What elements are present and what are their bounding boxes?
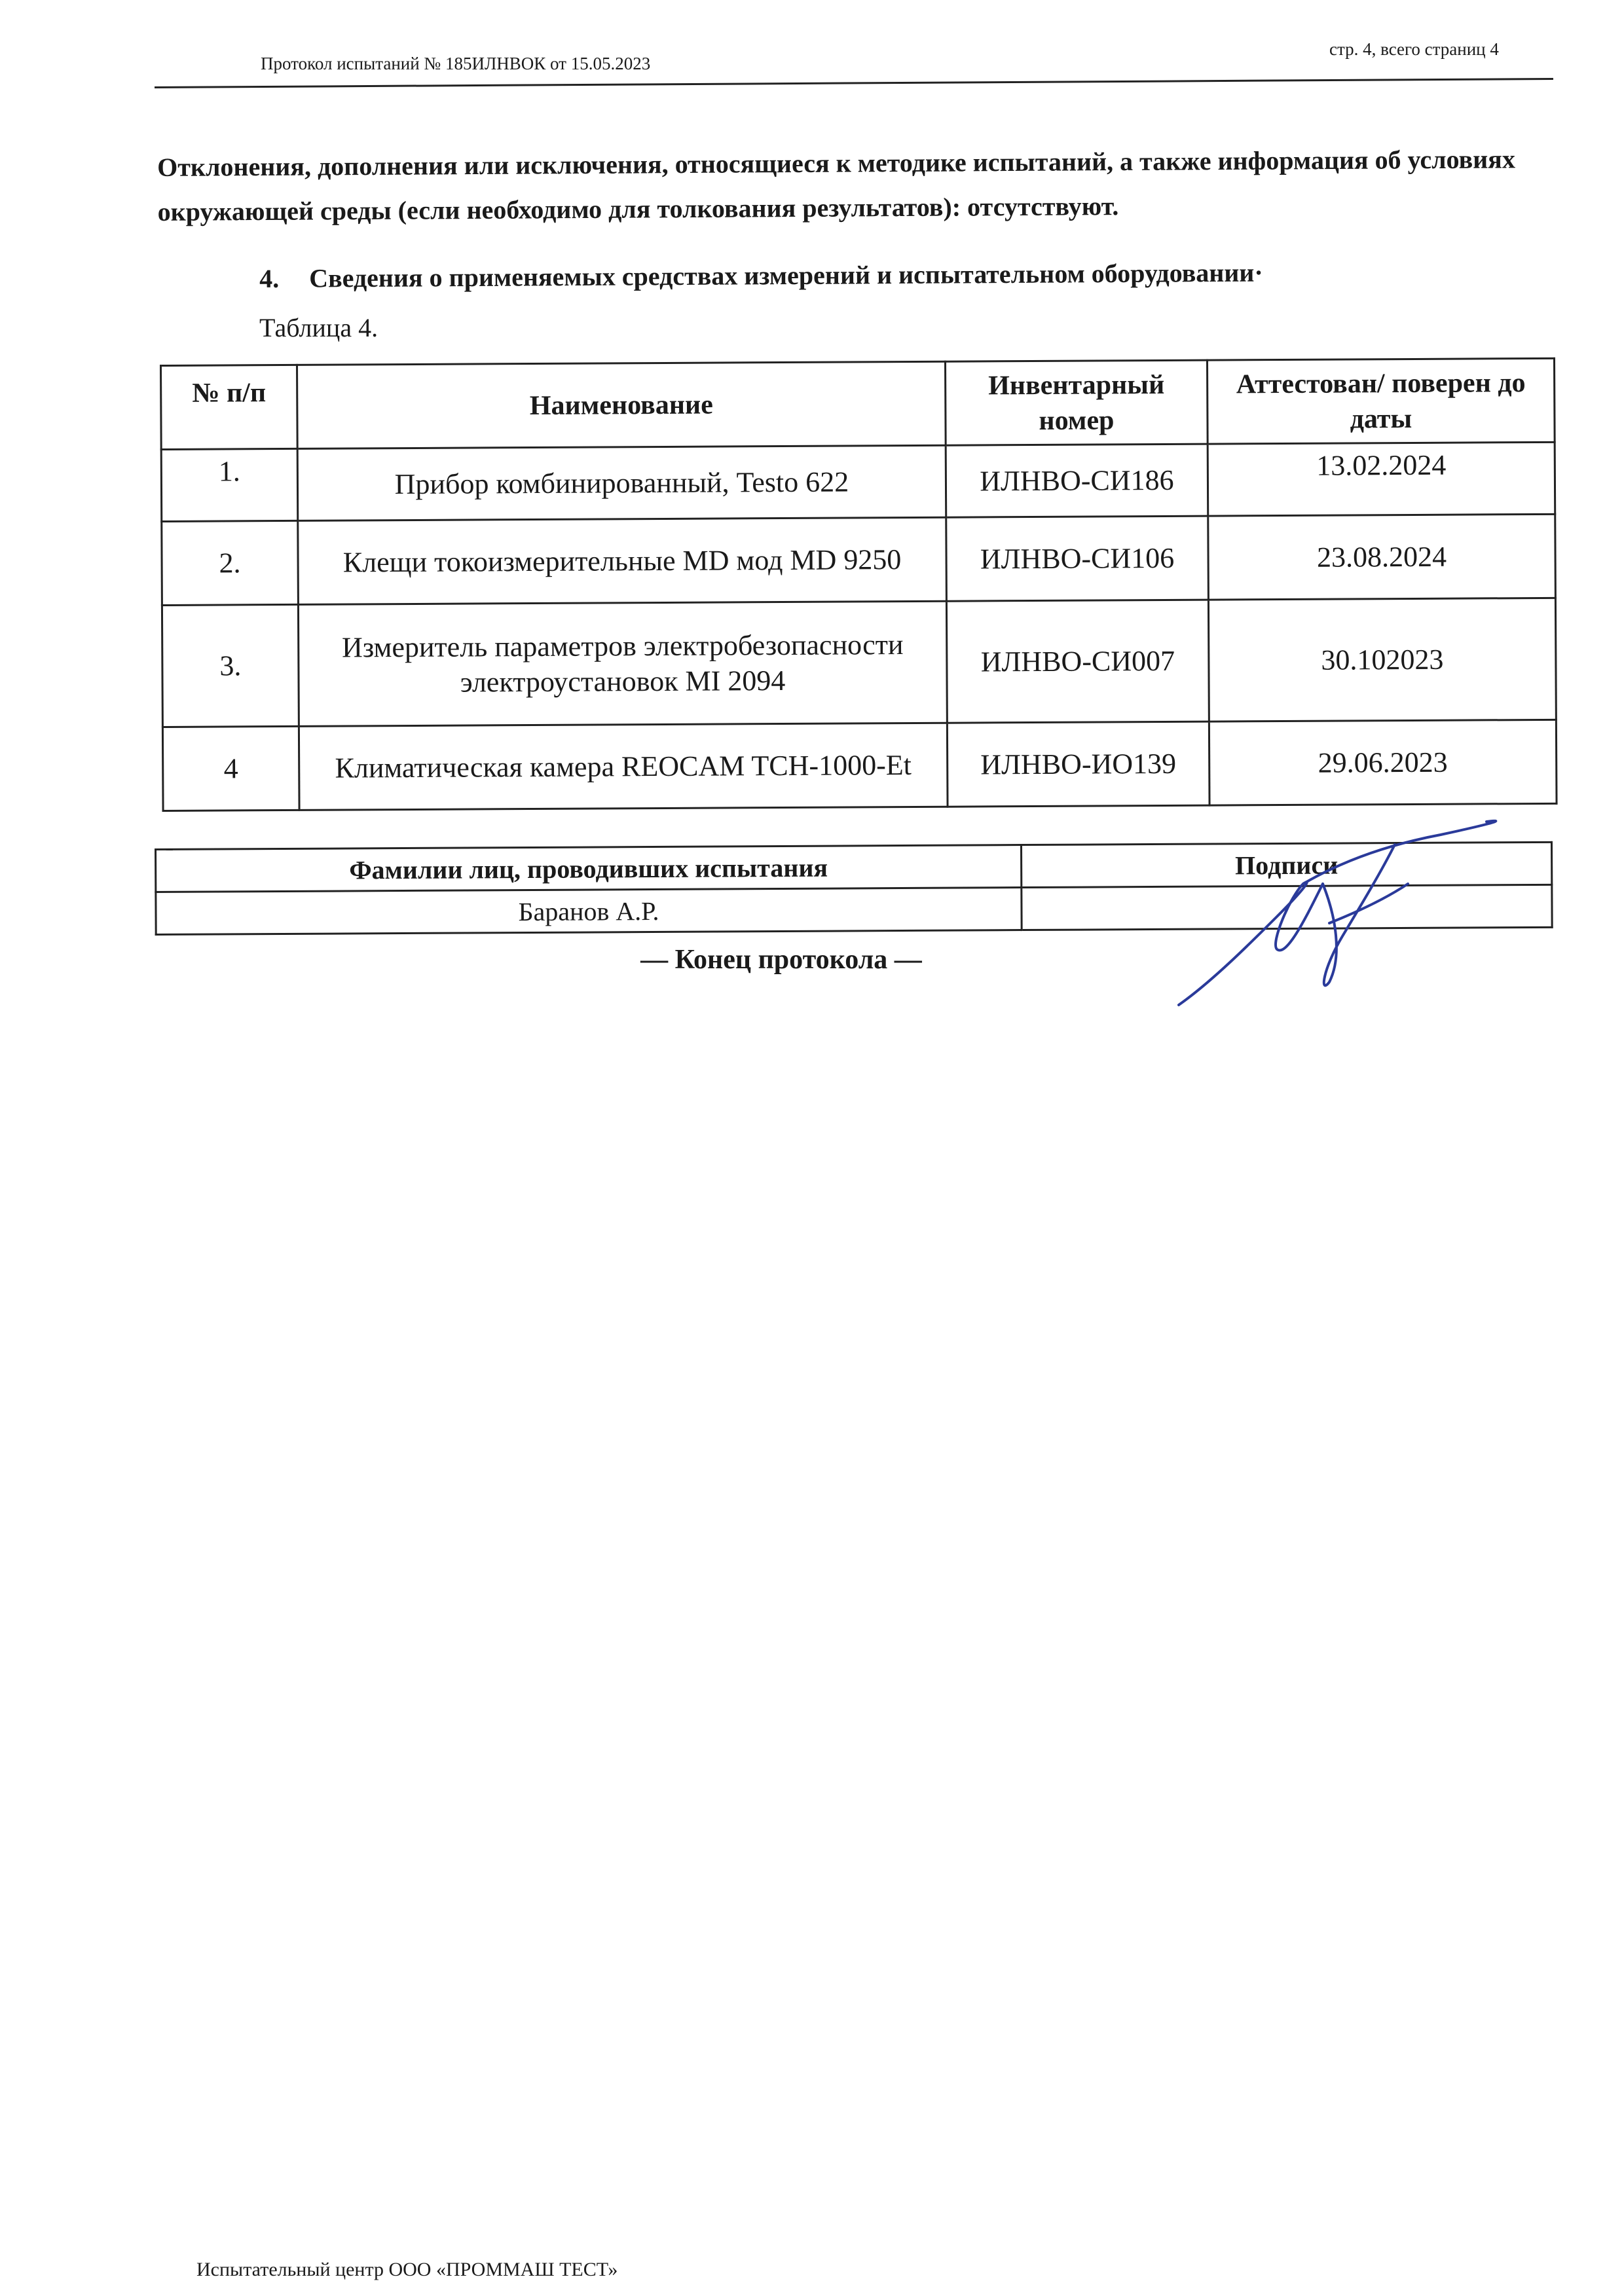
row-name: Климатическая камера REOCAM TCH-1000-Et	[299, 723, 948, 810]
table-caption: Таблица 4.	[259, 313, 378, 342]
row-number: 1.	[161, 448, 298, 521]
end-of-protocol-text: — Конец протокола —	[640, 945, 922, 975]
dash-mark: -	[165, 832, 174, 862]
row-name: Клещи токоизмерительные MD мод MD 9250	[298, 517, 947, 604]
table-row	[161, 442, 1555, 521]
header-divider	[155, 78, 1553, 88]
signature-stroke-tail	[1323, 845, 1395, 985]
row-inventory: ИЛНВО-СИ007	[946, 600, 1209, 723]
row-date: 23.08.2024	[1208, 514, 1556, 600]
col-header-name: Наименование	[297, 361, 946, 448]
row-inventory: ИЛНВО-ИО139	[947, 721, 1209, 807]
footer-organization: Испытательный центр ООО «ПРОММАШ ТЕСТ»	[196, 2259, 618, 2280]
row-name: Прибор комбинированный, Testo 622	[297, 445, 946, 520]
col-header-testers: Фамилии лиц, проводивших испытания	[156, 845, 1022, 892]
page-counter: стр. 4, всего страниц 4	[1329, 39, 1499, 59]
row-date: 29.06.2023	[1209, 720, 1557, 805]
row-date: 13.02.2024	[1208, 442, 1555, 516]
row-number: 4	[162, 726, 299, 811]
row-name: Измеритель параметров электробезопасности электроустановок MI 2094	[298, 601, 947, 726]
table-row	[162, 598, 1556, 727]
protocol-header: Протокол испытаний № 185ИЛНВОК от 15.05.2023	[261, 54, 651, 73]
section-heading	[259, 255, 1556, 294]
row-number: 3.	[162, 604, 299, 727]
table-row	[162, 514, 1556, 605]
handwritten-signature	[1172, 786, 1513, 1021]
section-title: Сведения о применяемых средствах измерений и испытательном оборудовании·	[309, 257, 1263, 293]
col-header-inventory: Инвентарный номер	[945, 360, 1208, 445]
table-header-row	[161, 358, 1555, 449]
row-number: 2.	[162, 520, 299, 605]
section-number: 4.	[259, 263, 280, 293]
col-header-number: № п/п	[161, 365, 298, 449]
row-date: 30.102023	[1208, 598, 1556, 721]
signature-stroke-main	[1179, 882, 1323, 1005]
row-inventory: ИЛНВО-СИ106	[946, 516, 1209, 601]
col-header-verified-date: Аттестован/ поверен до даты	[1207, 358, 1555, 444]
tester-name: Баранов А.Р.	[156, 888, 1022, 935]
deviations-paragraph: Отклонения, дополнения или исключения, относящиеся к методике испытаний, а также информация об условиях окружающей среды (если необходимо для толкования результатов): отсутствуют.	[157, 144, 1516, 227]
col-header-signatures: Подписи	[1021, 842, 1551, 887]
signature-stroke-loop	[1303, 821, 1496, 884]
equipment-table	[160, 357, 1558, 812]
row-inventory: ИЛНВО-СИ186	[946, 444, 1208, 517]
